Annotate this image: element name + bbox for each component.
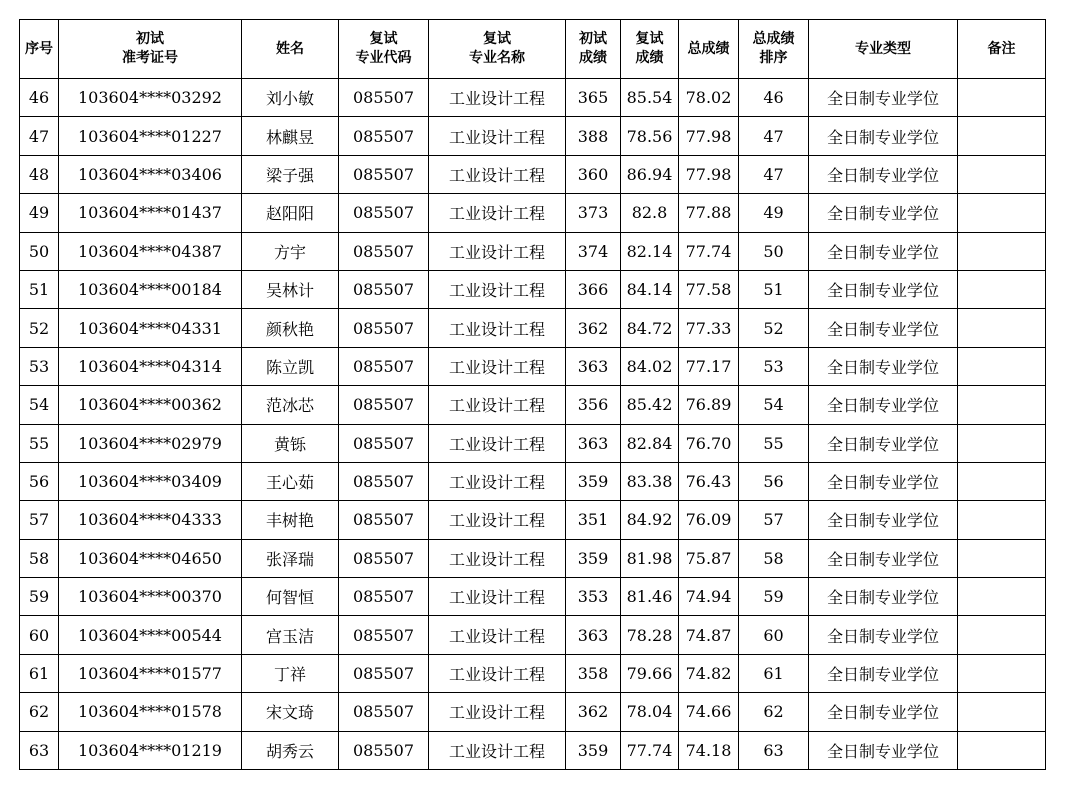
- cell-seq: 56: [20, 462, 59, 500]
- cell-rank: 51: [739, 270, 809, 308]
- cell-name: 刘小敏: [242, 79, 339, 117]
- cell-total-score: 77.98: [679, 117, 739, 155]
- cell-major-name: 工业设计工程: [429, 424, 566, 462]
- cell-total-score: 77.33: [679, 309, 739, 347]
- header-label: 序号: [25, 40, 53, 57]
- cell-remarks: [958, 79, 1046, 117]
- cell-initial-score: 366: [566, 270, 621, 308]
- header-label: 准考证号: [122, 50, 178, 66]
- cell-rank: 49: [739, 194, 809, 232]
- cell-seq: 49: [20, 194, 59, 232]
- cell-retest-score: 82.8: [621, 194, 679, 232]
- header-label: 专业类型: [855, 40, 911, 57]
- header-initial-score: [566, 20, 621, 79]
- cell-seq: 46: [20, 79, 59, 117]
- cell-major-name: 工业设计工程: [429, 654, 566, 692]
- cell-major-name: 工业设计工程: [429, 539, 566, 577]
- cell-seq: 60: [20, 616, 59, 654]
- cell-major-code: 085507: [339, 79, 429, 117]
- cell-exam-id: 103604****01437: [59, 194, 242, 232]
- header-seq: [20, 20, 59, 79]
- header-major-type: [809, 20, 958, 79]
- cell-major-name: 工业设计工程: [429, 578, 566, 616]
- cell-name: 王心茹: [242, 462, 339, 500]
- cell-total-score: 74.94: [679, 578, 739, 616]
- header-rank: [739, 20, 809, 79]
- cell-major-type: 全日制专业学位: [809, 424, 958, 462]
- cell-major-code: 085507: [339, 616, 429, 654]
- cell-exam-id: 103604****01227: [59, 117, 242, 155]
- cell-major-name: 工业设计工程: [429, 79, 566, 117]
- cell-remarks: [958, 539, 1046, 577]
- cell-initial-score: 359: [566, 731, 621, 769]
- cell-retest-score: 84.02: [621, 347, 679, 385]
- cell-major-code: 085507: [339, 155, 429, 193]
- cell-exam-id: 103604****01577: [59, 654, 242, 692]
- cell-major-code: 085507: [339, 347, 429, 385]
- cell-name: 赵阳阳: [242, 194, 339, 232]
- cell-initial-score: 373: [566, 194, 621, 232]
- cell-retest-score: 84.14: [621, 270, 679, 308]
- cell-major-code: 085507: [339, 693, 429, 731]
- cell-major-code: 085507: [339, 501, 429, 539]
- cell-total-score: 77.88: [679, 194, 739, 232]
- table-row: [20, 462, 1046, 500]
- cell-retest-score: 78.28: [621, 616, 679, 654]
- cell-major-name: 工业设计工程: [429, 386, 566, 424]
- cell-exam-id: 103604****02979: [59, 424, 242, 462]
- cell-major-type: 全日制专业学位: [809, 347, 958, 385]
- cell-major-code: 085507: [339, 309, 429, 347]
- cell-remarks: [958, 424, 1046, 462]
- cell-major-code: 085507: [339, 731, 429, 769]
- cell-name: 宫玉洁: [242, 616, 339, 654]
- cell-retest-score: 84.72: [621, 309, 679, 347]
- cell-total-score: 77.98: [679, 155, 739, 193]
- cell-retest-score: 77.74: [621, 731, 679, 769]
- cell-retest-score: 85.54: [621, 79, 679, 117]
- cell-total-score: 77.74: [679, 232, 739, 270]
- cell-major-code: 085507: [339, 270, 429, 308]
- cell-major-code: 085507: [339, 462, 429, 500]
- cell-rank: 63: [739, 731, 809, 769]
- cell-rank: 55: [739, 424, 809, 462]
- header-exam-id: [59, 20, 242, 79]
- header-label: 专业名称: [469, 50, 525, 66]
- cell-name: 吴林计: [242, 270, 339, 308]
- table-body: [20, 79, 1046, 770]
- cell-name: 陈立凯: [242, 347, 339, 385]
- cell-rank: 52: [739, 309, 809, 347]
- cell-remarks: [958, 578, 1046, 616]
- cell-major-name: 工业设计工程: [429, 155, 566, 193]
- cell-major-type: 全日制专业学位: [809, 194, 958, 232]
- cell-major-name: 工业设计工程: [429, 309, 566, 347]
- cell-major-type: 全日制专业学位: [809, 501, 958, 539]
- cell-initial-score: 363: [566, 347, 621, 385]
- cell-seq: 52: [20, 309, 59, 347]
- cell-major-name: 工业设计工程: [429, 232, 566, 270]
- table-row: [20, 616, 1046, 654]
- cell-total-score: 74.87: [679, 616, 739, 654]
- cell-initial-score: 362: [566, 309, 621, 347]
- cell-name: 胡秀云: [242, 731, 339, 769]
- cell-retest-score: 82.14: [621, 232, 679, 270]
- header-label: 总成绩: [687, 40, 730, 57]
- cell-major-type: 全日制专业学位: [809, 79, 958, 117]
- cell-seq: 48: [20, 155, 59, 193]
- cell-major-name: 工业设计工程: [429, 616, 566, 654]
- header-label: 排序: [759, 50, 788, 66]
- cell-initial-score: 358: [566, 654, 621, 692]
- cell-name: 方宇: [242, 232, 339, 270]
- score-table: [19, 19, 1046, 770]
- cell-major-type: 全日制专业学位: [809, 731, 958, 769]
- table-row: [20, 386, 1046, 424]
- cell-major-name: 工业设计工程: [429, 270, 566, 308]
- cell-remarks: [958, 309, 1046, 347]
- cell-retest-score: 82.84: [621, 424, 679, 462]
- cell-major-code: 085507: [339, 232, 429, 270]
- cell-name: 范冰芯: [242, 386, 339, 424]
- cell-exam-id: 103604****04331: [59, 309, 242, 347]
- cell-retest-score: 83.38: [621, 462, 679, 500]
- cell-remarks: [958, 194, 1046, 232]
- cell-initial-score: 359: [566, 539, 621, 577]
- cell-total-score: 76.89: [679, 386, 739, 424]
- cell-seq: 58: [20, 539, 59, 577]
- cell-retest-score: 84.92: [621, 501, 679, 539]
- cell-remarks: [958, 616, 1046, 654]
- cell-name: 颜秋艳: [242, 309, 339, 347]
- cell-name: 张泽瑞: [242, 539, 339, 577]
- table-row: [20, 79, 1046, 117]
- header-remarks: [958, 20, 1046, 79]
- cell-exam-id: 103604****01578: [59, 693, 242, 731]
- cell-total-score: 74.18: [679, 731, 739, 769]
- cell-retest-score: 78.56: [621, 117, 679, 155]
- cell-rank: 53: [739, 347, 809, 385]
- cell-seq: 62: [20, 693, 59, 731]
- cell-name: 丰树艳: [242, 501, 339, 539]
- cell-initial-score: 363: [566, 616, 621, 654]
- cell-major-name: 工业设计工程: [429, 462, 566, 500]
- header-label: 成绩: [635, 50, 664, 66]
- cell-major-name: 工业设计工程: [429, 117, 566, 155]
- cell-initial-score: 362: [566, 693, 621, 731]
- cell-exam-id: 103604****04650: [59, 539, 242, 577]
- cell-initial-score: 360: [566, 155, 621, 193]
- cell-name: 林麒昱: [242, 117, 339, 155]
- header-label: 备注: [987, 40, 1016, 57]
- cell-major-name: 工业设计工程: [429, 194, 566, 232]
- cell-exam-id: 103604****04333: [59, 501, 242, 539]
- cell-rank: 60: [739, 616, 809, 654]
- cell-rank: 47: [739, 155, 809, 193]
- cell-exam-id: 103604****00544: [59, 616, 242, 654]
- cell-total-score: 76.43: [679, 462, 739, 500]
- cell-retest-score: 86.94: [621, 155, 679, 193]
- cell-seq: 63: [20, 731, 59, 769]
- cell-major-type: 全日制专业学位: [809, 616, 958, 654]
- table-row: [20, 654, 1046, 692]
- cell-exam-id: 103604****04387: [59, 232, 242, 270]
- header-name: [242, 20, 339, 79]
- cell-seq: 54: [20, 386, 59, 424]
- cell-rank: 58: [739, 539, 809, 577]
- header-label: 总成绩: [752, 31, 795, 47]
- cell-retest-score: 81.98: [621, 539, 679, 577]
- cell-total-score: 74.82: [679, 654, 739, 692]
- cell-total-score: 78.02: [679, 79, 739, 117]
- cell-remarks: [958, 270, 1046, 308]
- cell-rank: 50: [739, 232, 809, 270]
- cell-initial-score: 388: [566, 117, 621, 155]
- cell-major-type: 全日制专业学位: [809, 693, 958, 731]
- cell-major-type: 全日制专业学位: [809, 654, 958, 692]
- cell-remarks: [958, 155, 1046, 193]
- header-label: 成绩: [579, 50, 607, 66]
- cell-remarks: [958, 347, 1046, 385]
- cell-exam-id: 103604****00362: [59, 386, 242, 424]
- cell-remarks: [958, 693, 1046, 731]
- cell-remarks: [958, 731, 1046, 769]
- cell-initial-score: 374: [566, 232, 621, 270]
- cell-seq: 61: [20, 654, 59, 692]
- cell-major-type: 全日制专业学位: [809, 232, 958, 270]
- cell-retest-score: 78.04: [621, 693, 679, 731]
- cell-major-code: 085507: [339, 194, 429, 232]
- header-retest-score: [621, 20, 679, 79]
- cell-major-name: 工业设计工程: [429, 693, 566, 731]
- cell-rank: 46: [739, 79, 809, 117]
- cell-total-score: 74.66: [679, 693, 739, 731]
- cell-total-score: 77.17: [679, 347, 739, 385]
- cell-seq: 59: [20, 578, 59, 616]
- cell-major-code: 085507: [339, 539, 429, 577]
- header-label: 复试: [369, 31, 398, 47]
- table-row: [20, 501, 1046, 539]
- header-label: 姓名: [276, 40, 304, 57]
- cell-seq: 55: [20, 424, 59, 462]
- cell-major-code: 085507: [339, 578, 429, 616]
- cell-major-code: 085507: [339, 424, 429, 462]
- table-row: [20, 117, 1046, 155]
- cell-remarks: [958, 654, 1046, 692]
- cell-exam-id: 103604****04314: [59, 347, 242, 385]
- header-label: 复试: [635, 31, 664, 47]
- table-row: [20, 155, 1046, 193]
- cell-seq: 47: [20, 117, 59, 155]
- cell-rank: 59: [739, 578, 809, 616]
- header-label: 专业代码: [355, 50, 412, 66]
- cell-remarks: [958, 117, 1046, 155]
- table-row: [20, 578, 1046, 616]
- table-row: [20, 347, 1046, 385]
- cell-major-type: 全日制专业学位: [809, 117, 958, 155]
- table-row: [20, 270, 1046, 308]
- cell-remarks: [958, 232, 1046, 270]
- cell-total-score: 77.58: [679, 270, 739, 308]
- table-row: [20, 731, 1046, 769]
- cell-major-code: 085507: [339, 386, 429, 424]
- cell-name: 黄铄: [242, 424, 339, 462]
- cell-retest-score: 81.46: [621, 578, 679, 616]
- cell-initial-score: 353: [566, 578, 621, 616]
- cell-major-code: 085507: [339, 654, 429, 692]
- header-total-score: [679, 20, 739, 79]
- cell-major-type: 全日制专业学位: [809, 386, 958, 424]
- cell-remarks: [958, 386, 1046, 424]
- cell-seq: 53: [20, 347, 59, 385]
- table-row: [20, 424, 1046, 462]
- cell-name: 宋文琦: [242, 693, 339, 731]
- table-row: [20, 309, 1046, 347]
- table-row: [20, 194, 1046, 232]
- cell-major-name: 工业设计工程: [429, 731, 566, 769]
- cell-retest-score: 85.42: [621, 386, 679, 424]
- cell-major-type: 全日制专业学位: [809, 539, 958, 577]
- cell-retest-score: 79.66: [621, 654, 679, 692]
- cell-major-type: 全日制专业学位: [809, 155, 958, 193]
- cell-major-type: 全日制专业学位: [809, 309, 958, 347]
- cell-initial-score: 356: [566, 386, 621, 424]
- cell-initial-score: 351: [566, 501, 621, 539]
- header-label: 初试: [579, 31, 607, 47]
- cell-exam-id: 103604****00370: [59, 578, 242, 616]
- cell-remarks: [958, 462, 1046, 500]
- cell-major-name: 工业设计工程: [429, 501, 566, 539]
- cell-initial-score: 363: [566, 424, 621, 462]
- cell-major-type: 全日制专业学位: [809, 462, 958, 500]
- cell-rank: 61: [739, 654, 809, 692]
- table-header: [20, 20, 1046, 79]
- cell-major-name: 工业设计工程: [429, 347, 566, 385]
- header-major-code: [339, 20, 429, 79]
- cell-major-type: 全日制专业学位: [809, 270, 958, 308]
- cell-name: 丁祥: [242, 654, 339, 692]
- cell-rank: 57: [739, 501, 809, 539]
- cell-rank: 62: [739, 693, 809, 731]
- cell-initial-score: 365: [566, 79, 621, 117]
- table-row: [20, 232, 1046, 270]
- table-row: [20, 693, 1046, 731]
- cell-exam-id: 103604****00184: [59, 270, 242, 308]
- cell-major-code: 085507: [339, 117, 429, 155]
- header-major-name: [429, 20, 566, 79]
- header-row: [20, 20, 1046, 79]
- cell-rank: 54: [739, 386, 809, 424]
- cell-initial-score: 359: [566, 462, 621, 500]
- cell-name: 何智恒: [242, 578, 339, 616]
- cell-total-score: 75.87: [679, 539, 739, 577]
- header-label: 初试: [136, 31, 164, 47]
- cell-remarks: [958, 501, 1046, 539]
- cell-total-score: 76.09: [679, 501, 739, 539]
- cell-name: 梁子强: [242, 155, 339, 193]
- cell-exam-id: 103604****03409: [59, 462, 242, 500]
- cell-major-type: 全日制专业学位: [809, 578, 958, 616]
- cell-total-score: 76.70: [679, 424, 739, 462]
- cell-exam-id: 103604****01219: [59, 731, 242, 769]
- cell-rank: 47: [739, 117, 809, 155]
- header-label: 复试: [483, 31, 511, 47]
- cell-seq: 57: [20, 501, 59, 539]
- cell-exam-id: 103604****03406: [59, 155, 242, 193]
- cell-seq: 51: [20, 270, 59, 308]
- cell-rank: 56: [739, 462, 809, 500]
- cell-exam-id: 103604****03292: [59, 79, 242, 117]
- table-row: [20, 539, 1046, 577]
- cell-seq: 50: [20, 232, 59, 270]
